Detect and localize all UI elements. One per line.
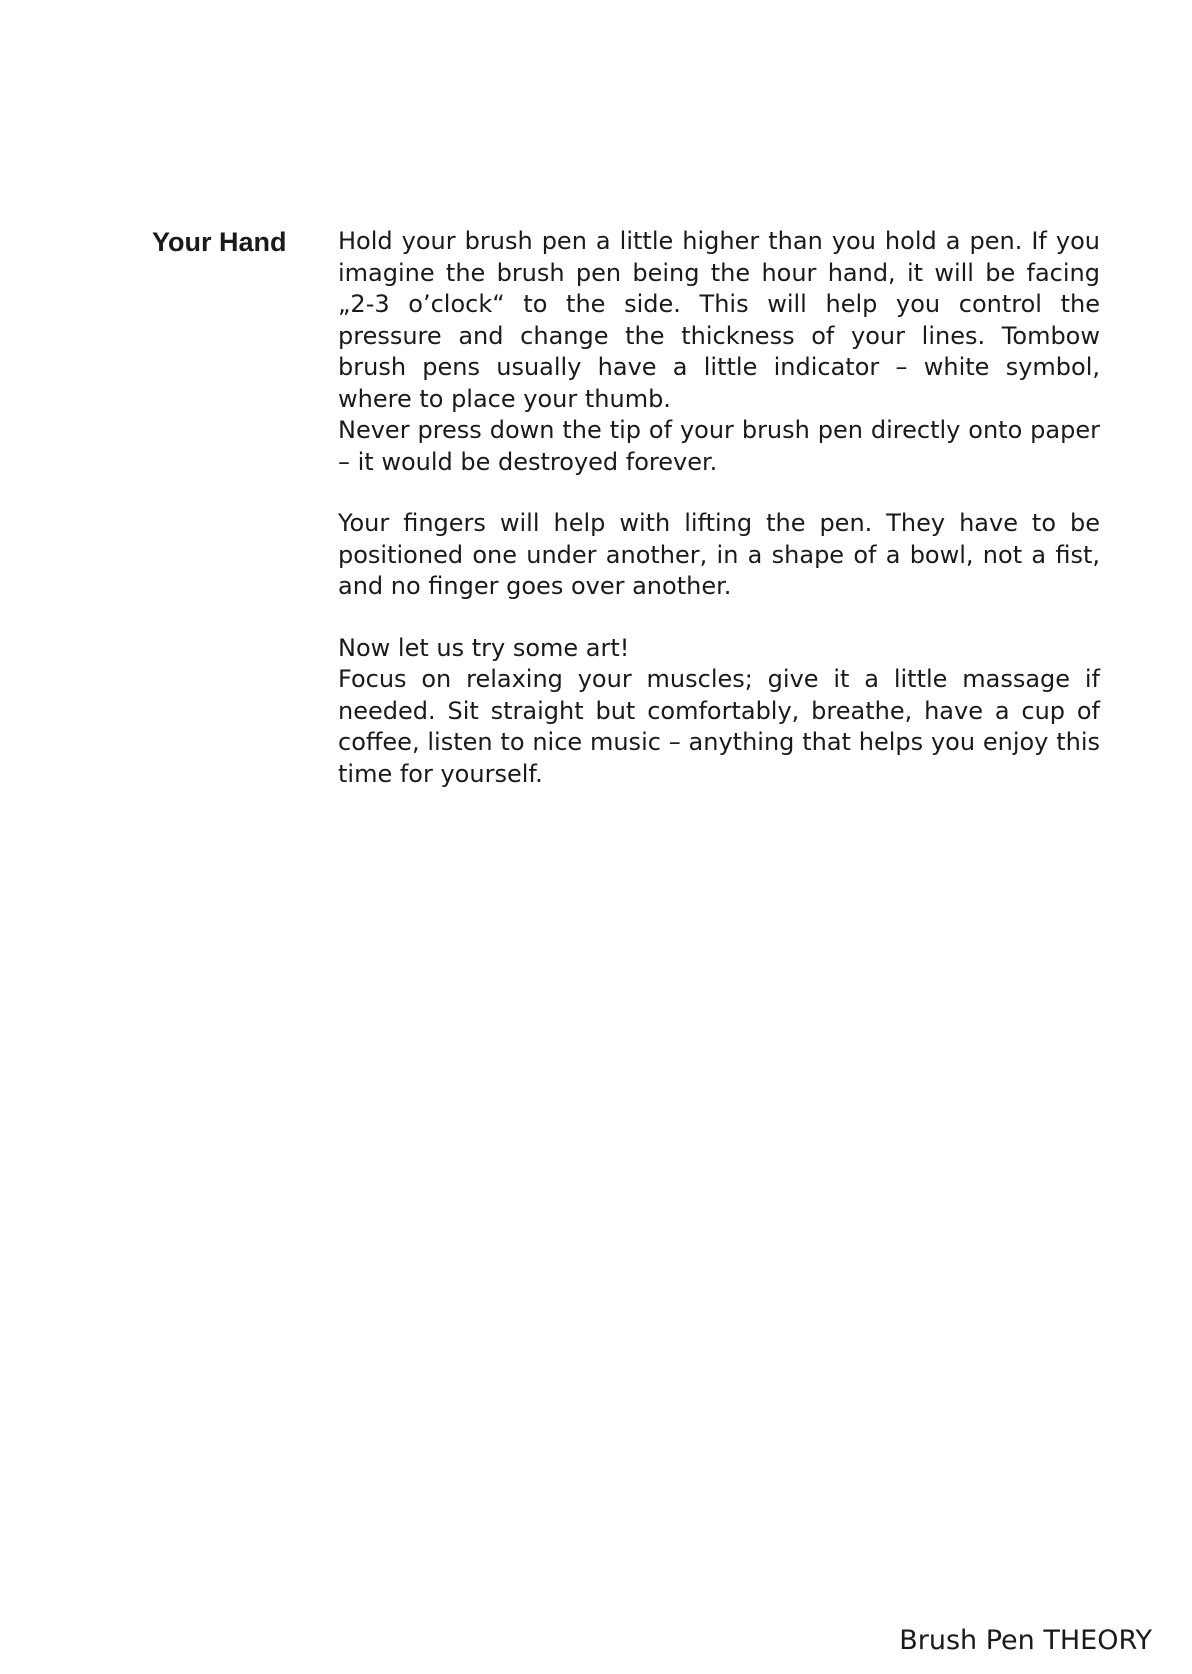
section-heading: Your Hand [152,227,287,257]
paragraph-lets-try: Now let us try some art! [338,633,630,662]
paragraph-fingers: Your fingers will help with lifting the pen. They have to be positioned one under another, in a shape of a bowl, not a fist, and no finger goes over another. [338,509,1100,600]
paragraph-relaxing: Focus on relaxing your muscles; give it a little massage if needed. Sit straight but comfortably, breathe, have a cup of coffee, listen to nice music – anything that helps you enjoy this time for yourself. [338,665,1100,788]
paragraph-spacer [338,603,1100,633]
paragraph-spacer [338,478,1100,508]
paragraph-hand-position: Hold your brush pen a little higher than you hold a pen. If you imagine the brush pen being the hour hand, it will be facing „2-3 o’clock“ to the side. This will help you control the pressure and change the thickness of your lines. Tombow brush pens usually have a little indicator – white symbol, where to place your thumb. [338,227,1100,413]
page-footer-title: Brush Pen THEORY [899,1625,1152,1656]
section-body [338,226,1100,790]
paragraph-tip-warning: Never press down the tip of your brush pen directly onto paper – it would be destroyed forever. [338,416,1100,476]
